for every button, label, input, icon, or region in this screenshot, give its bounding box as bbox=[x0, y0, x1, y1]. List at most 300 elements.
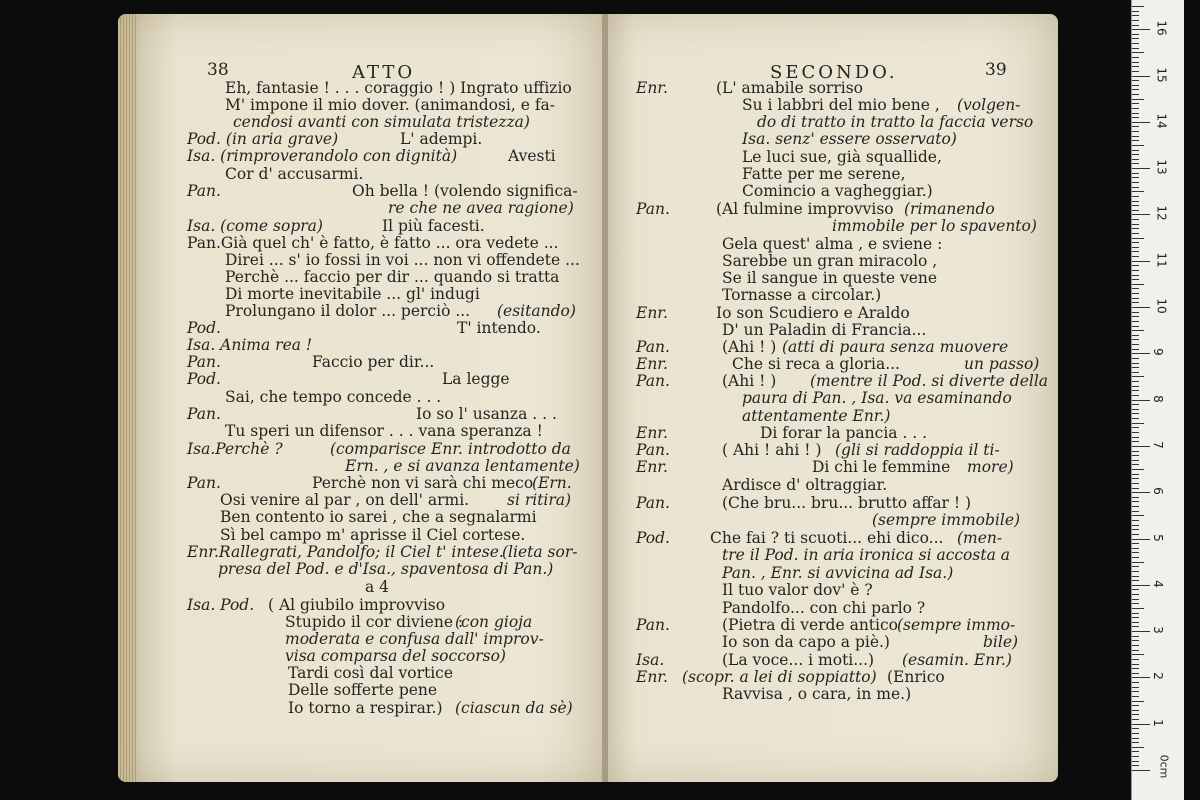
ruler-tick bbox=[1132, 613, 1139, 614]
ruler-tick bbox=[1132, 11, 1139, 12]
left-line: Pan. bbox=[187, 182, 221, 200]
ruler-tick bbox=[1132, 423, 1144, 424]
left-line: ( Al giubilo improvviso bbox=[268, 596, 446, 614]
ruler-tick bbox=[1132, 747, 1144, 748]
ruler-tick bbox=[1132, 238, 1144, 239]
ruler-tick bbox=[1132, 76, 1150, 77]
right-line: Le luci sue, già squallide, bbox=[742, 148, 942, 166]
ruler-tick bbox=[1132, 441, 1139, 442]
right-line: Enr. bbox=[636, 668, 668, 686]
ruler-tick bbox=[1132, 321, 1139, 322]
ruler-tick bbox=[1132, 29, 1150, 30]
ruler-tick bbox=[1132, 57, 1139, 58]
left-line: M' impone il mio dover. (animandosi, e fa- bbox=[225, 96, 556, 114]
ruler-tick bbox=[1132, 353, 1150, 354]
ruler-tick bbox=[1132, 219, 1139, 220]
ruler-tick bbox=[1132, 279, 1139, 280]
left-line: (comparisce Enr. introdotto da bbox=[330, 440, 571, 458]
left-line: Pod. bbox=[187, 319, 221, 337]
ruler-tick bbox=[1132, 673, 1139, 674]
running-head-right: SECONDO. bbox=[770, 62, 898, 83]
ruler-tick bbox=[1132, 34, 1139, 35]
ruler-tick bbox=[1132, 566, 1139, 567]
ruler-tick bbox=[1132, 136, 1139, 137]
ruler-number: 8 bbox=[1150, 394, 1165, 403]
right-line: Pan. bbox=[636, 200, 670, 218]
left-line: Pan. bbox=[187, 474, 221, 492]
left-line: Pod. (in aria grave) bbox=[187, 130, 339, 148]
ruler-tick bbox=[1132, 201, 1139, 202]
ruler-tick bbox=[1132, 80, 1139, 81]
ruler-unit: 0cm bbox=[1157, 754, 1171, 779]
ruler-tick bbox=[1132, 557, 1139, 558]
right-line: (gli si raddoppia il ti- bbox=[835, 441, 1000, 459]
right-line: Gela quest' alma , e sviene : bbox=[722, 235, 943, 253]
right-line: Pan. bbox=[636, 441, 670, 459]
left-line: Stupido il cor diviene : bbox=[285, 613, 464, 631]
right-line: Enr. bbox=[636, 79, 668, 97]
left-line: T' intendo. bbox=[457, 319, 541, 337]
ruler-tick bbox=[1132, 488, 1139, 489]
right-line: Enr. bbox=[636, 458, 668, 476]
ruler-tick bbox=[1132, 358, 1139, 359]
left-line: Perchè ... faccio per dir ... quando si tratta bbox=[225, 268, 560, 286]
right-line: (Ahi ! ) bbox=[722, 338, 777, 356]
left-line: Avesti bbox=[508, 147, 556, 165]
ruler-tick bbox=[1132, 770, 1150, 771]
ruler-number: 6 bbox=[1150, 487, 1165, 496]
right-line: (Pietra di verde antico bbox=[722, 616, 899, 634]
ruler-tick bbox=[1132, 552, 1139, 553]
ruler-tick bbox=[1132, 48, 1139, 49]
right-line: bile) bbox=[983, 633, 1019, 651]
ruler-tick bbox=[1132, 696, 1139, 697]
ruler-tick bbox=[1132, 631, 1150, 632]
ruler-tick bbox=[1132, 275, 1139, 276]
ruler-tick bbox=[1132, 108, 1139, 109]
ruler-tick bbox=[1132, 71, 1139, 72]
right-line: immobile per lo spavento) bbox=[832, 217, 1037, 235]
ruler-number: 1 bbox=[1150, 718, 1165, 727]
ruler-tick bbox=[1132, 742, 1139, 743]
ruler-tick bbox=[1132, 432, 1139, 433]
ruler-number: 11 bbox=[1154, 252, 1169, 268]
right-line: attentamente Enr.) bbox=[742, 407, 891, 425]
ruler-tick bbox=[1132, 761, 1139, 762]
left-line: Eh, fantasie ! . . . coraggio ! ) Ingrato uffizio bbox=[225, 79, 572, 97]
right-line: (sempre immobile) bbox=[872, 511, 1021, 529]
left-line: (Ern. bbox=[532, 474, 572, 492]
ruler-tick bbox=[1132, 427, 1139, 428]
ruler-tick bbox=[1132, 99, 1144, 100]
ruler-tick bbox=[1132, 159, 1139, 160]
ruler-tick bbox=[1132, 363, 1139, 364]
left-line: Io so l' usanza . . . bbox=[416, 405, 557, 423]
measuring-ruler bbox=[1131, 0, 1184, 800]
ruler-tick bbox=[1132, 677, 1150, 678]
right-line: (Che bru... bru... brutto affar ! ) bbox=[722, 494, 972, 512]
ruler-tick bbox=[1132, 751, 1139, 752]
ruler-tick bbox=[1132, 85, 1139, 86]
ruler-tick bbox=[1132, 520, 1139, 521]
left-line: Pan. bbox=[187, 405, 221, 423]
right-line: Pan. bbox=[636, 338, 670, 356]
ruler-tick bbox=[1132, 386, 1139, 387]
ruler-tick bbox=[1132, 145, 1144, 146]
left-line: Sai, che tempo concede . . . bbox=[225, 388, 442, 406]
ruler-tick bbox=[1132, 589, 1139, 590]
page-number-left: 38 bbox=[207, 60, 229, 80]
ruler-number: 2 bbox=[1150, 672, 1165, 681]
ruler-tick bbox=[1132, 515, 1144, 516]
ruler-tick bbox=[1132, 562, 1144, 563]
ruler-tick bbox=[1132, 525, 1139, 526]
ruler-tick bbox=[1132, 113, 1139, 114]
ruler-tick bbox=[1132, 251, 1139, 252]
ruler-tick bbox=[1132, 247, 1139, 248]
left-line: Enr.Rallegrati, Pandolfo; il Ciel t' intese. bbox=[187, 543, 504, 561]
right-line: un passo) bbox=[964, 355, 1040, 373]
ruler-tick bbox=[1132, 154, 1139, 155]
ruler-tick bbox=[1132, 400, 1150, 401]
ruler-tick bbox=[1132, 464, 1139, 465]
ruler-tick bbox=[1132, 668, 1139, 669]
left-line: Isa. (come sopra) bbox=[187, 217, 323, 235]
ruler-tick bbox=[1132, 228, 1139, 229]
page-edges bbox=[118, 14, 136, 782]
ruler-tick bbox=[1132, 664, 1139, 665]
ruler-tick bbox=[1132, 469, 1144, 470]
ruler-tick bbox=[1132, 506, 1139, 507]
left-line: moderata e confusa dall' improv- bbox=[285, 630, 544, 648]
right-line: Io son Scudiero e Araldo bbox=[716, 304, 910, 322]
right-line: (rimanendo bbox=[904, 200, 995, 218]
ruler-number: 13 bbox=[1154, 159, 1169, 175]
ruler-tick bbox=[1132, 163, 1139, 164]
right-line: Isa. bbox=[636, 651, 665, 669]
ruler-tick bbox=[1132, 409, 1139, 410]
ruler-tick bbox=[1132, 191, 1144, 192]
right-line: paura di Pan. , Isa. va esaminando bbox=[742, 389, 1012, 407]
ruler-tick bbox=[1132, 395, 1139, 396]
running-head-left: ATTO bbox=[352, 62, 416, 83]
ruler-tick bbox=[1132, 376, 1144, 377]
right-line: Pod. bbox=[636, 529, 670, 547]
right-line: Isa. senz' essere osservato) bbox=[742, 130, 957, 148]
page-number-right: 39 bbox=[985, 60, 1007, 80]
right-line: Comincio a vagheggiar.) bbox=[742, 182, 933, 200]
ruler-tick bbox=[1132, 765, 1139, 766]
ruler-tick bbox=[1132, 335, 1139, 336]
left-line: (ciascun da sè) bbox=[455, 699, 573, 717]
ruler-tick bbox=[1132, 687, 1139, 688]
ruler-tick bbox=[1132, 94, 1139, 95]
ruler-tick bbox=[1132, 20, 1139, 21]
ruler-tick bbox=[1132, 117, 1139, 118]
ruler-tick bbox=[1132, 103, 1139, 104]
ruler-tick bbox=[1132, 645, 1139, 646]
right-line: (La voce... i moti...) bbox=[722, 651, 875, 669]
right-line: (scopr. a lei di soppiatto) bbox=[682, 668, 877, 686]
left-line: Ern. , e si avanza lentamente) bbox=[345, 457, 580, 475]
right-line: Che fai ? ti scuoti... ehi dico... bbox=[710, 529, 944, 547]
right-line: (sempre immo- bbox=[897, 616, 1016, 634]
ruler-tick bbox=[1132, 233, 1139, 234]
ruler-tick bbox=[1132, 131, 1139, 132]
right-line: (mentre il Pod. si diverte della bbox=[810, 372, 1049, 390]
ruler-number: 7 bbox=[1150, 441, 1165, 449]
left-line: Tu speri un difensor . . . vana speranza ! bbox=[225, 422, 543, 440]
left-line: Cor d' accusarmi. bbox=[225, 165, 364, 183]
right-line: Sarebbe un gran miracolo , bbox=[722, 252, 938, 270]
right-line: D' un Paladin di Francia... bbox=[722, 321, 927, 339]
ruler-tick bbox=[1132, 62, 1139, 63]
right-line: Enr. bbox=[636, 304, 668, 322]
ruler-tick bbox=[1132, 571, 1139, 572]
ruler-number: 16 bbox=[1154, 20, 1169, 36]
right-line: (Al fulmine improvviso bbox=[716, 200, 894, 218]
ruler-tick bbox=[1132, 390, 1139, 391]
right-line: tre il Pod. in aria ironica si accosta a bbox=[722, 546, 1010, 564]
ruler-tick bbox=[1132, 284, 1144, 285]
ruler-tick bbox=[1132, 585, 1150, 586]
right-line: Se il sangue in queste vene bbox=[722, 269, 938, 287]
ruler-tick bbox=[1132, 404, 1139, 405]
ruler-tick bbox=[1132, 580, 1139, 581]
left-line: Io torno a respirar.) bbox=[288, 699, 443, 717]
ruler-tick bbox=[1132, 733, 1139, 734]
right-line: Fatte per me serene, bbox=[742, 165, 906, 183]
left-line: a 4 bbox=[365, 578, 390, 596]
ruler-tick bbox=[1132, 756, 1139, 757]
ruler-number: 9 bbox=[1150, 348, 1165, 357]
ruler-tick bbox=[1132, 15, 1139, 16]
ruler-tick bbox=[1132, 182, 1139, 183]
right-line: Pandolfo... con chi parlo ? bbox=[722, 599, 926, 617]
ruler-tick bbox=[1132, 43, 1139, 44]
right-line: Pan. bbox=[636, 494, 670, 512]
ruler-tick bbox=[1132, 307, 1150, 308]
ruler-tick bbox=[1132, 312, 1139, 313]
ruler-tick bbox=[1132, 608, 1144, 609]
ruler-tick bbox=[1132, 326, 1139, 327]
ruler-tick bbox=[1132, 437, 1139, 438]
right-line: Ardisce d' oltraggiar. bbox=[722, 476, 888, 494]
left-line: Perchè non vi sarà chi meco bbox=[312, 474, 534, 492]
ruler-tick bbox=[1132, 224, 1139, 225]
right-line: more) bbox=[967, 458, 1014, 476]
ruler-tick bbox=[1132, 242, 1139, 243]
ruler-tick bbox=[1132, 576, 1139, 577]
ruler-tick bbox=[1132, 640, 1139, 641]
left-line: Tardi così dal vortice bbox=[288, 664, 454, 682]
ruler-tick bbox=[1132, 418, 1139, 419]
ruler-tick bbox=[1132, 214, 1150, 215]
ruler-tick bbox=[1132, 330, 1144, 331]
left-line: Di morte inevitabile ... gl' indugi bbox=[225, 285, 480, 303]
ruler-tick bbox=[1132, 270, 1139, 271]
ruler-tick bbox=[1132, 126, 1139, 127]
ruler-tick bbox=[1132, 349, 1139, 350]
ruler-tick bbox=[1132, 150, 1139, 151]
left-line: Osi venire al par , on dell' armi. bbox=[220, 491, 470, 509]
ruler-number: 15 bbox=[1154, 66, 1169, 83]
ruler-tick bbox=[1132, 478, 1139, 479]
left-line: Isa. Anima rea ! bbox=[187, 336, 313, 354]
right-line: Il tuo valor dov' è ? bbox=[722, 581, 873, 599]
ruler-tick bbox=[1132, 298, 1139, 299]
right-line: Su i labbri del mio bene , bbox=[742, 96, 940, 114]
ruler-tick bbox=[1132, 372, 1139, 373]
ruler-tick bbox=[1132, 173, 1139, 174]
ruler-tick bbox=[1132, 719, 1139, 720]
left-line: Isa.Perchè ? bbox=[187, 440, 283, 458]
left-line: Oh bella ! (volendo significa- bbox=[352, 182, 578, 200]
ruler-tick bbox=[1132, 451, 1139, 452]
right-line: Enr. bbox=[636, 355, 668, 373]
ruler-tick bbox=[1132, 534, 1139, 535]
right-line: Pan. bbox=[636, 372, 670, 390]
ruler-tick bbox=[1132, 728, 1139, 729]
ruler-tick bbox=[1132, 705, 1139, 706]
ruler-number: 5 bbox=[1150, 533, 1165, 542]
book-gutter bbox=[602, 14, 608, 782]
left-line: Isa. Pod. bbox=[187, 596, 255, 614]
ruler-tick bbox=[1132, 483, 1139, 484]
ruler-tick bbox=[1132, 177, 1139, 178]
left-line: si ritira) bbox=[507, 491, 572, 509]
ruler-tick bbox=[1132, 650, 1139, 651]
right-line: ( Ahi ! ahi ! ) bbox=[722, 441, 822, 459]
ruler-tick bbox=[1132, 714, 1139, 715]
right-line: (men- bbox=[957, 529, 1003, 547]
ruler-tick bbox=[1132, 724, 1150, 725]
ruler-tick bbox=[1132, 316, 1139, 317]
ruler-tick bbox=[1132, 659, 1139, 660]
ruler-tick bbox=[1132, 196, 1139, 197]
ruler-tick bbox=[1132, 367, 1139, 368]
ruler-tick bbox=[1132, 474, 1139, 475]
ruler-tick bbox=[1132, 691, 1139, 692]
ruler-tick bbox=[1132, 594, 1139, 595]
left-line: re che ne avea ragione) bbox=[388, 199, 574, 217]
ruler-tick bbox=[1132, 66, 1139, 67]
left-line: (lieta sor- bbox=[502, 543, 578, 561]
right-line: Ravvisa , o cara, in me.) bbox=[722, 685, 912, 703]
ruler-tick bbox=[1132, 497, 1139, 498]
left-line: Il più facesti. bbox=[382, 217, 485, 235]
ruler-tick bbox=[1132, 511, 1139, 512]
right-line: do di tratto in tratto la faccia verso bbox=[757, 113, 1034, 131]
left-line: Isa. (rimproverandolo con dignità) bbox=[187, 147, 458, 165]
ruler-tick bbox=[1132, 265, 1139, 266]
right-line: Che si reca a gloria... bbox=[732, 355, 900, 373]
ruler-tick bbox=[1132, 492, 1150, 493]
left-line: (con gioja bbox=[455, 613, 533, 631]
ruler-tick bbox=[1132, 38, 1139, 39]
ruler-tick bbox=[1132, 622, 1139, 623]
left-line: Delle sofferte pene bbox=[288, 681, 438, 699]
ruler-number: 4 bbox=[1150, 579, 1165, 588]
ruler-tick bbox=[1132, 6, 1144, 7]
ruler-tick bbox=[1132, 413, 1139, 414]
right-line: Di chi le femmine bbox=[812, 458, 951, 476]
ruler-tick bbox=[1132, 501, 1139, 502]
ruler-tick bbox=[1132, 205, 1139, 206]
ruler-tick bbox=[1132, 636, 1139, 637]
left-line: Prolungano il dolor ... perciò ... bbox=[225, 302, 471, 320]
left-line: Ben contento io sarei , che a segnalarmi bbox=[220, 508, 537, 526]
ruler-tick bbox=[1132, 738, 1139, 739]
right-line: (L' amabile sorriso bbox=[716, 79, 863, 97]
left-line: cendosi avanti con simulata tristezza) bbox=[233, 113, 530, 131]
right-line: Enr. bbox=[636, 424, 668, 442]
ruler-tick bbox=[1132, 455, 1139, 456]
ruler-tick bbox=[1132, 446, 1150, 447]
ruler-tick bbox=[1132, 381, 1139, 382]
left-line: Pan. bbox=[187, 353, 221, 371]
right-line: (volgen- bbox=[957, 96, 1021, 114]
left-line: Pod. bbox=[187, 370, 221, 388]
ruler-number: 14 bbox=[1154, 113, 1169, 129]
right-line: Pan. bbox=[636, 616, 670, 634]
ruler-tick bbox=[1132, 288, 1139, 289]
ruler-tick bbox=[1132, 261, 1150, 262]
ruler-tick bbox=[1132, 548, 1139, 549]
ruler-tick bbox=[1132, 710, 1139, 711]
right-line: Io son da capo a piè.) bbox=[722, 633, 890, 651]
left-line: (esitando) bbox=[497, 302, 576, 320]
ruler-tick bbox=[1132, 140, 1139, 141]
ruler-tick bbox=[1132, 529, 1139, 530]
ruler-number: 3 bbox=[1150, 626, 1165, 634]
right-line: Tornasse a circolar.) bbox=[722, 286, 882, 304]
left-line: L' adempi. bbox=[400, 130, 483, 148]
ruler-tick bbox=[1132, 293, 1139, 294]
left-line: presa del Pod. e d'Isa., spaventosa di Pan.) bbox=[218, 560, 554, 578]
ruler-tick bbox=[1132, 89, 1139, 90]
ruler-tick bbox=[1132, 302, 1139, 303]
right-line: (esamin. Enr.) bbox=[902, 651, 1012, 669]
ruler-tick bbox=[1132, 187, 1139, 188]
right-line: (atti di paura senza muovere bbox=[782, 338, 1009, 356]
left-line: La legge bbox=[442, 370, 510, 388]
ruler-tick bbox=[1132, 52, 1144, 53]
left-line: Pan.Già quel ch' è fatto, è fatto ... ora vedete ... bbox=[187, 234, 559, 252]
right-line: (Enrico bbox=[887, 668, 945, 686]
ruler-number: 12 bbox=[1154, 205, 1169, 222]
ruler-tick bbox=[1132, 256, 1139, 257]
ruler-tick bbox=[1132, 539, 1150, 540]
ruler-tick bbox=[1132, 543, 1139, 544]
ruler-tick bbox=[1132, 168, 1150, 169]
ruler-tick bbox=[1132, 344, 1139, 345]
left-line: Sì bel campo m' aprisse il Ciel cortese. bbox=[220, 526, 526, 544]
right-line: (Ahi ! ) bbox=[722, 372, 777, 390]
left-line: Faccio per dir... bbox=[312, 353, 435, 371]
ruler-tick bbox=[1132, 603, 1139, 604]
ruler-tick bbox=[1132, 599, 1139, 600]
ruler-tick bbox=[1132, 682, 1139, 683]
ruler-tick bbox=[1132, 626, 1139, 627]
ruler-tick bbox=[1132, 701, 1144, 702]
ruler-number: 10 bbox=[1154, 298, 1169, 314]
right-line: Pan. , Enr. si avvicina ad Isa.) bbox=[722, 564, 954, 582]
ruler-tick bbox=[1132, 617, 1139, 618]
ruler-tick bbox=[1132, 25, 1139, 26]
left-line: visa comparsa del soccorso) bbox=[285, 647, 506, 665]
ruler-tick bbox=[1132, 460, 1139, 461]
